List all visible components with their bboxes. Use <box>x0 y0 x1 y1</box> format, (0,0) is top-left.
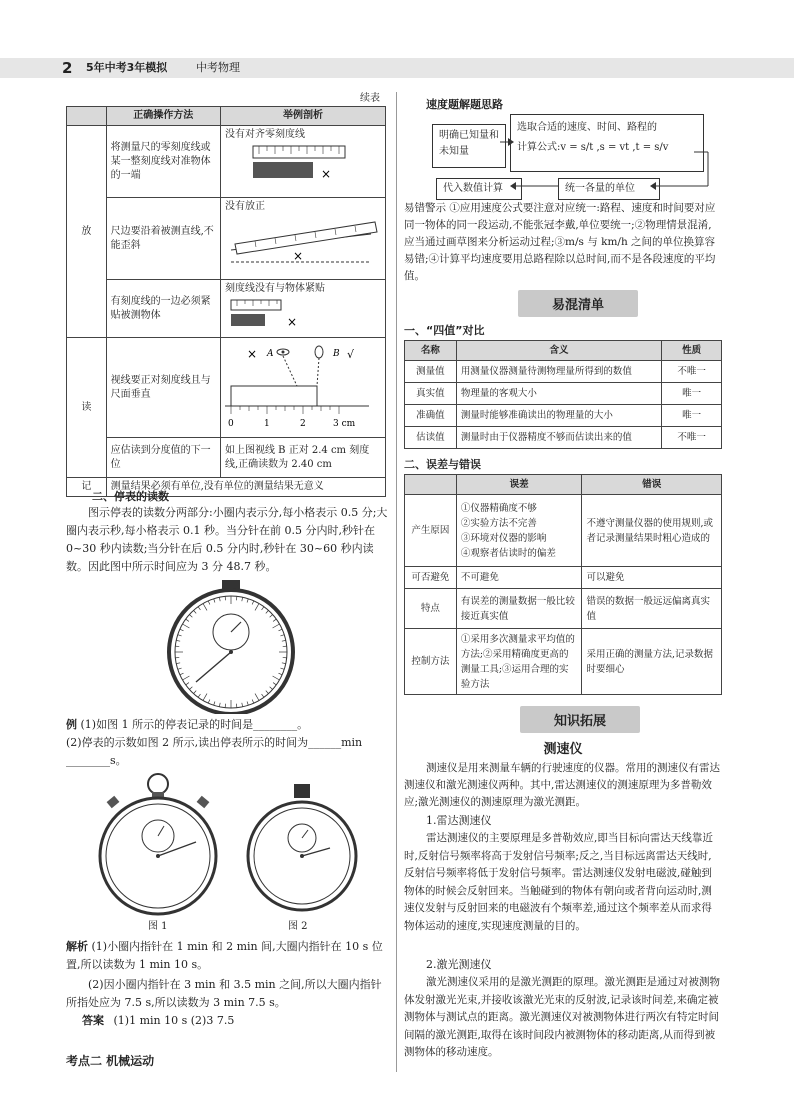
svg-text:×: × <box>286 315 298 329</box>
error-cell: 采用正确的测量方法,记录数据时要细心 <box>582 629 722 695</box>
example-q2: (2)停表的示数如图 2 所示,读出停表所示的时间为______min ________s。 <box>66 736 363 767</box>
method-cell: 应估读到分度值的下一位 <box>106 438 220 478</box>
error-cell: ①采用多次测量求平均值的方法;②采用精确度更高的测量工具;③运用合理的实验方法 <box>456 629 582 695</box>
measurement-table <box>66 106 386 492</box>
method-cell: 测量结果必须有单位,没有单位的测量结果无意义 <box>106 478 385 497</box>
analysis-label: 解析 <box>66 940 88 953</box>
table-row <box>405 405 722 427</box>
error-cell: 产生原因 <box>405 495 457 567</box>
method-cell: 将测量尺的零刻度线或某一整刻度线对准物体的一端 <box>106 126 220 198</box>
example-cell <box>220 198 385 280</box>
svg-text:×: × <box>246 347 258 361</box>
four-cell: 测量值 <box>405 361 457 383</box>
error-cell: 可以避免 <box>582 567 722 589</box>
error-table <box>404 474 722 695</box>
answer-line <box>82 1012 382 1030</box>
answer-label: 答案 <box>82 1014 104 1027</box>
analysis-1-text: (1)小圈内指针在 1 min 和 2 min 间,大圈内指针在 10 s 位置,所以读数为 1 min 10 s。 <box>66 940 383 971</box>
flow-formula-line2: 计算公式:v = s/t ,s = vt ,t = s/v <box>517 142 669 153</box>
four-cell: 不唯一 <box>662 427 722 449</box>
speedometer-intro: 测速仪是用来测量车辆的行驶速度的仪器。常用的测速仪有雷达测速仪和激光测速仪两种。其中,雷达测速仪的测速原理为多普勒效应;激光测速仪的测速原理为激光测距。 <box>404 762 720 808</box>
group-place: 放 <box>67 126 107 338</box>
fig2-label: 图 2 <box>288 921 308 932</box>
table-row <box>405 567 722 589</box>
four-cell: 测量时能够准确读出的物理量的大小 <box>456 405 661 427</box>
fig1-label: 图 1 <box>148 921 168 932</box>
four-cell: 唯一 <box>662 383 722 405</box>
laser-title: 2.激光测速仪 <box>426 958 492 971</box>
four-cell: 估读值 <box>405 427 457 449</box>
example-q1-text: (1)如图 1 所示的停表记录的时间是________。 <box>80 718 309 731</box>
example-text: 没有对齐零刻度线 <box>224 129 305 140</box>
table-header-method: 正确操作方法 <box>106 107 220 126</box>
example-text: 没有放正 <box>224 201 265 212</box>
four-values-table <box>404 340 722 449</box>
error-header <box>405 475 457 495</box>
svg-text:×: × <box>320 167 332 181</box>
four-header: 性质 <box>662 341 722 361</box>
banner-extension: 知识拓展 <box>520 706 640 733</box>
radar-text: 雷达测速仪的主要原理是多普勒效应,即当目标向雷达天线靠近时,反射信号频率将高于发射信号频率;反之,当目标远离雷达天线时,反射信号频率将低于发射信号频率。雷达测速仪发射电磁波,碰触到物体的时候会反射回来。当触碰到的物体有朝向或者背向运动时,测速仪发射与反射回来的电磁波有个频率差,通过这个频率差从而求得物体运动的速度,实现速度测量的目的。 <box>404 832 713 932</box>
ruler-gap-illustration <box>225 296 375 330</box>
speedometer-title: 测速仪 <box>543 742 583 757</box>
table-header-example: 举例剖析 <box>220 107 385 126</box>
footer-topic: 考点二 机械运动 <box>66 1054 155 1068</box>
four-cell: 准确值 <box>405 405 457 427</box>
reading-ruler-illustration <box>221 338 383 432</box>
four-header: 含义 <box>456 341 661 361</box>
method-cell: 视线要正对刻度线且与尺面垂直 <box>106 338 220 438</box>
page-number: 2 <box>62 59 73 77</box>
table-row <box>405 629 722 695</box>
four-cell: 真实值 <box>405 383 457 405</box>
example-label: 例 <box>66 718 77 731</box>
speed-title: 速度题解题思路 <box>426 98 503 111</box>
error-header: 误差 <box>456 475 582 495</box>
ruler-label-2: 2 <box>299 419 306 429</box>
ruler-label-3: 3 cm <box>332 419 356 429</box>
group-record: 记 <box>67 478 107 497</box>
column-divider <box>396 92 397 1072</box>
four-cell: 物理量的客观大小 <box>456 383 661 405</box>
banner-confusion: 易混清单 <box>518 290 638 317</box>
laser-text: 激光测速仪采用的是激光测距的原理。激光测距是通过对被测物体发射激光光束,并接收该激光光束的反射波,记录该时间差,来确定被测物体与测试点的距离。激光测速仪对被测物体进行两次有特定时间间隔的激光测距,取得在该时间段内被测物体的移动距离,从而得到被测物体的移动速度。 <box>404 976 720 1059</box>
table-row <box>405 383 722 405</box>
example-q1 <box>66 716 388 734</box>
eye-label-b: B <box>332 349 340 359</box>
analysis-1 <box>66 938 388 974</box>
warning-text: 易错警示 ①应用速度公式要注意对应统一:路程、速度和时间要对应同一物体的同一段运动,不能张冠李戴,单位要统一;②物理情景混淆,应当通过画草图来分析运动过程;③m/s 与 km/h 之间的单位换算容易错;④计算平均速度要用总路程除以总时间,而不是各段速度的平均值。 <box>404 202 716 282</box>
answer-text: (1)1 min 10 s (2)3 7.5 <box>113 1014 235 1027</box>
book-title: 5年中考3年模拟 <box>86 61 168 74</box>
table-header-empty <box>67 107 107 126</box>
error-cell: 控制方法 <box>405 629 457 695</box>
method-cell: 尺边要沿着被测直线,不能歪斜 <box>106 198 220 280</box>
table-row <box>405 495 722 567</box>
four-cell: 不唯一 <box>662 361 722 383</box>
table-row <box>405 589 722 629</box>
error-cell: 可否避免 <box>405 567 457 589</box>
subject-title: 中考物理 <box>196 61 240 74</box>
stopwatch-fig1 <box>92 768 226 918</box>
stopwatch-paragraph: 图示停表的读数分两部分:小圈内表示分,每小格表示 0.5 分;大圈内表示秒,每小格表示 0.1 秒。当分针在前 0.5 分内时,秒针在 0~30 秒内读数;当分针在后 0.5 分内时,秒针在 30~60 秒内读数。因此图中所示时间应为 3 分 48.7 秒。 <box>66 506 388 573</box>
analysis-2: (2)因小圈内指针在 3 min 和 3.5 min 之间,所以大圈内指针所指处应为 7.5 s,所以读数为 3 min 7.5 s。 <box>66 978 382 1009</box>
flow-formula-line1: 选取合适的速度、时间、路程的 <box>517 122 657 133</box>
error-cell: 不可避免 <box>456 567 582 589</box>
error-cell: 错误的数据一般远远偏离真实值 <box>582 589 722 629</box>
error-cell: 有误差的测量数据一般比较接近真实值 <box>456 589 582 629</box>
example-cell: 如上图视线 B 正对 2.4 cm 刻度线,正确读数为 2.40 cm <box>220 438 385 478</box>
ruler-slanted-illustration <box>225 214 381 270</box>
four-values-title: 一、“四值”对比 <box>404 324 485 337</box>
error-cell: 不遵守测量仪器的使用规则,或者记录测量结果时粗心造成的 <box>582 495 722 567</box>
table-row <box>405 427 722 449</box>
group-read: 读 <box>67 338 107 478</box>
error-cell: ①仪器精确度不够 ②实验方法不完善 ③环境对仪器的影响 ④观察者估读时的偏差 <box>456 495 582 567</box>
stopwatch-fig2 <box>242 784 362 918</box>
flow-box-substitute: 代入数值计算 <box>436 178 522 200</box>
example-cell <box>220 338 385 438</box>
example-cell <box>220 280 385 338</box>
four-cell: 唯一 <box>662 405 722 427</box>
method-cell: 有刻度线的一边必须紧贴被测物体 <box>106 280 220 338</box>
flow-box-known: 明确已知量和未知量 <box>432 124 506 168</box>
four-cell: 测量时由于仪器精度不够而估读出来的值 <box>456 427 661 449</box>
ruler-label-0: 0 <box>227 419 234 429</box>
error-section-title: 二、误差与错误 <box>404 458 481 471</box>
eye-label-a: A <box>266 349 274 359</box>
flow-box-units: 统一各量的单位 <box>558 178 660 200</box>
svg-text:√: √ <box>346 348 354 361</box>
ruler-label-1: 1 <box>263 419 270 429</box>
ruler-misaligned-illustration <box>225 142 375 190</box>
continue-label: 续表 <box>360 93 380 104</box>
radar-title: 1.雷达测速仪 <box>426 814 492 827</box>
stopwatch-section-title: 二、停表的读数 <box>92 490 169 503</box>
error-header: 错误 <box>582 475 722 495</box>
example-cell <box>220 126 385 198</box>
svg-text:×: × <box>292 249 304 263</box>
four-header: 名称 <box>405 341 457 361</box>
stopwatch-illustration <box>156 580 306 714</box>
flow-arrows <box>480 130 720 200</box>
error-cell: 特点 <box>405 589 457 629</box>
example-text: 刻度线没有与物体紧贴 <box>224 283 325 294</box>
table-row <box>405 361 722 383</box>
four-cell: 用测量仪器测量待测物理量所得到的数值 <box>456 361 661 383</box>
